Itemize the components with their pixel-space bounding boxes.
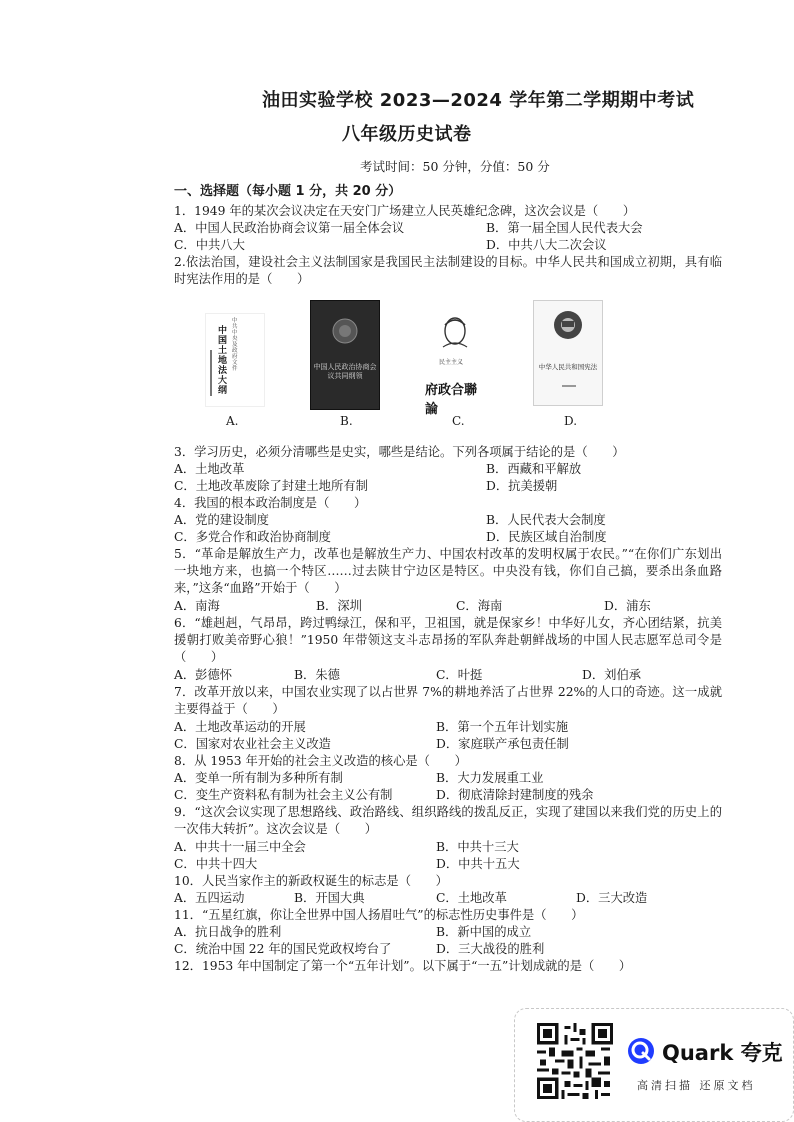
question-stem: 8．从 1953 年开始的社会主义改造的核心是（ ） <box>174 754 467 768</box>
question-stem: 1．1949 年的某次会议决定在天安门广场建立人民英雄纪念碑，这次会议是（ ） <box>174 204 636 218</box>
option: C．土地改革废除了封建土地所有制 <box>174 479 368 493</box>
option: C．土地改革 <box>436 891 507 905</box>
exam-title: 油田实验学校 2023—2024 学年第二学期期中考试 <box>262 90 695 111</box>
option: D．抗美援朝 <box>486 479 558 493</box>
option: D．三大战役的胜利 <box>436 942 545 956</box>
option: B．开国大典 <box>294 891 365 905</box>
quark-brand-name: Quark 夸克 <box>662 1041 783 1065</box>
book-caption: 中华人民共和国宪法 <box>538 363 598 371</box>
qr-code-icon[interactable] <box>537 1023 613 1099</box>
question-stem: 7．改革开放以来，中国农业实现了以占世界 7%的耕地养活了占世界 22%的人口的奇迹。这一成就主要得益于（ ） <box>174 685 722 717</box>
exam-info: 考试时间：50 分钟，分值：50 分 <box>360 159 550 174</box>
question-stem: 3．学习历史，必须分清哪些是史实，哪些是结论。下列各项属于结论的是（ ） <box>174 445 625 459</box>
option: A．南海 <box>174 599 220 613</box>
pamphlet-title: 府政合聯論 <box>425 383 478 417</box>
image-common-program-booklet <box>310 300 380 410</box>
option: C．中共十四大 <box>174 857 258 871</box>
char: 中 <box>218 326 228 336</box>
option: B．第一个五年计划实施 <box>436 720 569 734</box>
quark-scan-badge[interactable] <box>514 1008 794 1122</box>
option: A．土地改革运动的开展 <box>174 720 306 734</box>
option: D．中共八大二次会议 <box>486 238 607 252</box>
question-stem: 2.依法治国，建设社会主义法制国家是我国民主法制建设的目标。中华人民共和国成立初期，具有临时宪法作用的是（ ） <box>174 255 722 287</box>
option: B．中共十三大 <box>436 840 519 854</box>
portrait-icon <box>425 313 485 353</box>
char: 地 <box>218 356 228 366</box>
image-land-law-document <box>205 313 265 407</box>
national-emblem-icon <box>534 301 602 351</box>
doc-side-text: 中共中央及政府文件 <box>232 318 238 372</box>
doc-vertical-title <box>218 326 228 396</box>
image-label-c: C. <box>452 414 465 428</box>
exam-subtitle: 八年级历史试卷 <box>342 124 472 145</box>
image-label-a: A. <box>226 414 239 428</box>
char: 国 <box>218 336 228 346</box>
option: B．人民代表大会制度 <box>486 513 606 527</box>
question-stem: 10．人民当家作主的新政权诞生的标志是（ ） <box>174 874 448 888</box>
quark-logo-icon <box>627 1037 655 1065</box>
question-stem: 9．“这次会议实现了思想路线、政治路线、组织路线的拨乱反正，实现了建国以来我们党的历史上的一次伟大转折”。这次会议是（ ） <box>174 805 722 837</box>
option: C．中共八大 <box>174 238 245 252</box>
option: C．多党合作和政治协商制度 <box>174 530 331 544</box>
option: D．刘伯承 <box>582 668 642 682</box>
option: D．三大改造 <box>576 891 648 905</box>
option: C．叶挺 <box>436 668 483 682</box>
option: B．西藏和平解放 <box>486 462 582 476</box>
section-heading: 一、选择题（每小题 1 分，共 20 分） <box>174 184 402 199</box>
option: A．中共十一届三中全会 <box>174 840 306 854</box>
image-label-d: D. <box>564 414 578 428</box>
char: 大 <box>218 376 228 386</box>
option: A．土地改革 <box>174 462 245 476</box>
booklet-caption: 中国人民政治协商会议共同纲领 <box>313 363 377 380</box>
image-constitution-book <box>533 300 603 406</box>
question-stem: 12．1953 年中国制定了第一个“五年计划”。以下属于“一五”计划成就的是（ ） <box>174 959 632 973</box>
option: C．变生产资料私有制为社会主义公有制 <box>174 788 393 802</box>
option: A．党的建设制度 <box>174 513 269 527</box>
char: 纲 <box>218 386 228 396</box>
option: B．新中国的成立 <box>436 925 532 939</box>
question-stem: 11．“五星红旗，你让全世界中国人扬眉吐气”的标志性历史事件是（ ） <box>174 908 584 922</box>
image-label-b: B. <box>340 414 353 428</box>
char: 法 <box>218 366 228 376</box>
option: A．五四运动 <box>174 891 245 905</box>
emblem-icon <box>311 301 379 409</box>
char: 土 <box>218 346 228 356</box>
option: A．抗日战争的胜利 <box>174 925 282 939</box>
option: D．浦东 <box>604 599 651 613</box>
question-stem: 5．“革命是解放生产力，改革也是解放生产力、中国农村改革的发明权属于农民。”“在你们广东划出一块地方来，也搞一个特区……过去陕甘宁边区是特区。中央没有钱，你们自己搞，要杀出条血路来，”这条“血路”开始于（ ） <box>174 547 722 596</box>
option: B．大力发展重工业 <box>436 771 544 785</box>
option: B．深圳 <box>316 599 362 613</box>
question-stem: 4．我国的根本政治制度是（ ） <box>174 496 367 510</box>
option: C．国家对农业社会主义改造 <box>174 737 331 751</box>
quark-slogan: 高清扫描 还原文档 <box>637 1079 756 1092</box>
option: D．中共十五大 <box>436 857 520 871</box>
option: C．统治中国 22 年的国民党政权垮台了 <box>174 942 392 956</box>
question-stem: 6．“雄赳赳，气昂昂，跨过鸭绿江，保和平，卫祖国，就是保家乡！中华好儿女，齐心团结紧，抗美援朝打败美帝野心狼！”1950 年带领这支斗志昂扬的军队奔赴朝鲜战场的中国人民志愿军总司令是（ ） <box>174 616 722 665</box>
option: D．家庭联产承包责任制 <box>436 737 569 751</box>
option: A．变单一所有制为多种所有制 <box>174 771 343 785</box>
option: B．第一届全国人民代表大会 <box>486 221 643 235</box>
option: A．中国人民政治协商会议第一届全体会议 <box>174 221 405 235</box>
option: D．民族区域自治制度 <box>486 530 607 544</box>
option: D．彻底清除封建制度的残余 <box>436 788 594 802</box>
option: B．朱德 <box>294 668 340 682</box>
option: A．彭德怀 <box>174 668 233 682</box>
option: C．海南 <box>456 599 503 613</box>
image-coalition-pamphlet <box>425 313 485 417</box>
pamphlet-top-text: 民主主义 <box>439 359 464 366</box>
